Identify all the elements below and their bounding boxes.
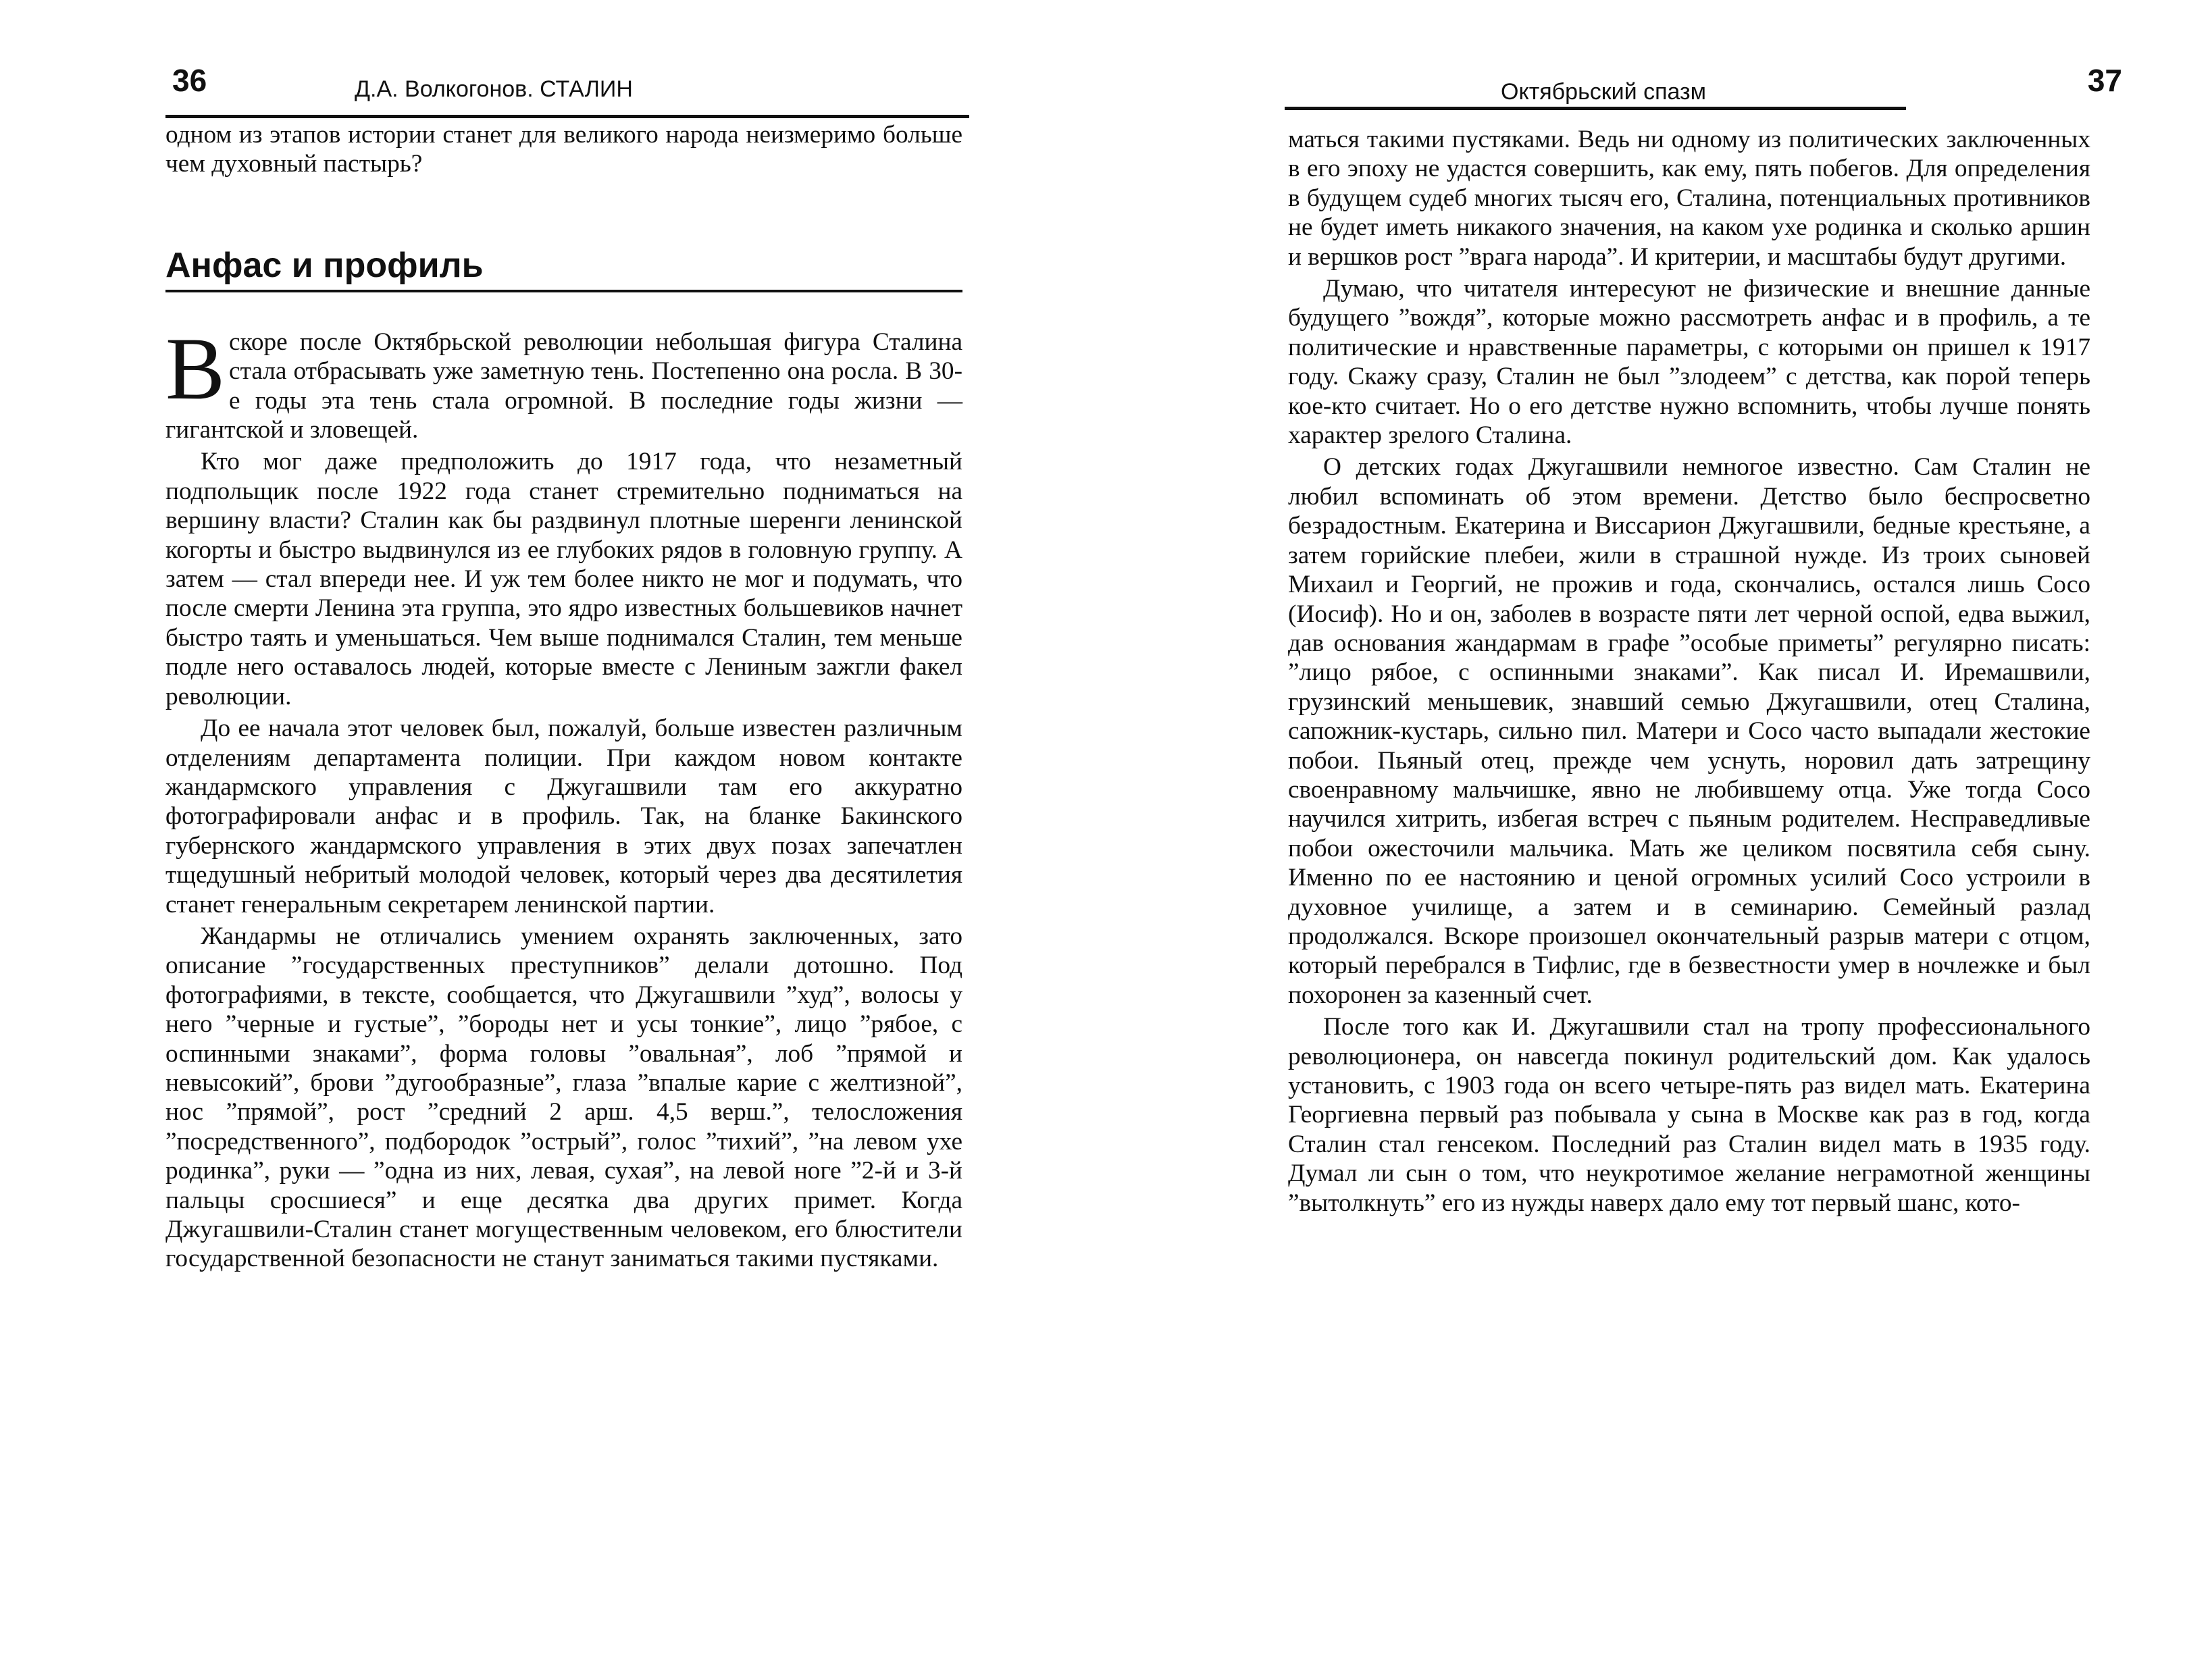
paragraph: Думаю, что читателя интересуют не физические и внешние данные будущего ”вождя”, которые можно рассмотреть анфас и в профиль, а те политические и нравственные параметры, с которыми он пришел к 1917 году. Скажу сразу, Сталин не был ”злодеем” с детства, как порой теперь кое-кто считает. Но о его детстве нужно вспомнить, чтобы лучше понять характер зрелого Сталина. [1288,275,2090,450]
running-title: Д.А. Волкогонов. СТАЛИН [355,76,633,102]
page-number: 37 [2087,63,2122,98]
paragraph: О детских годах Джугашвили немногое известно. Сам Сталин не любил вспоминать об этом времени. Детство было беспросветно безрадостным. Екатерина и Виссарион Джугашвили, бедные крестьяне, а затем горийские плебеи, жили в страшной нужде. Из троих сыновей Михаил и Георгий, не прожив и года, скончались, остался лишь Сосо (Иосиф). Но и он, заболев в возрасте пяти лет черной оспой, едва выжил, дав основания жандармам в графе ”особые приметы” регулярно писать: ”лицо рябое, с оспинными знаками”. Как писал И. Иремашвили, грузинский меньшевик, знавший семью Джугашвили, отец Сталина, сапожник-кустарь, сильно пил. Матери и Сосо часто выпадали жестокие побои. Пьяный отец, прежде чем уснуть, норовил дать затрещину своенравному мальчишке, явно не любившему отца. Уже тогда Сосо научился хитрить, избегая встреч с пьяным родителем. Несправедливые побои ожесточили мальчика. Мать же целиком посвятила себя сыну. Именно по ее настоянию и ценой огромных усилий Сосо устроили в духовное училище, а затем и в семинарию. Семейный разлад продолжался. Вскоре произошел окончательный разрыв матери с отцом, который перебрался в Тифлис, где в безвестности умер в ночлежке и был похоронен за казенный счет. [1288,453,2090,1009]
opening-paragraph-text: скоре после Октябрьской революции небольшая фигура Сталина стала отбрасывать уже заметную тень. Постепенно она росла. В 30-е годы эта тень стала огромной. В последние годы жизни — гигантской и зловещей. [165,328,962,444]
opening-paragraph [165,318,962,445]
paragraph: Жандармы не отличались умением охранять заключенных, зато описание ”государственных преступников” делали дотошно. Под фотографиями, в тексте, сообщается, что Джугашвили ”худ”, волосы у него ”черные и густые”, ”бороды нет и усы тонкие”, лицо ”рябое, с оспинными знаками”, форма головы ”овальная”, лоб ”прямой и невысокий”, брови ”дугообразные”, глаза ”впалые карие с желтизной”, нос ”прямой”, рост ”средний 2 арш. 4,5 верш.”, телосложения ”посредственного”, подбородок ”острый”, голос ”тихий”, ”на левом ухе родинка”, руки — ”одна из них, левая, сухая”, на левой ноге ”2-й и 3-й пальцы сросшиеся” и еще десятка два других примет. Когда Джугашвили-Сталин станет могущественным человеком, его блюстители государственной безопасности не станут заниматься такими пустяками. [165,922,962,1273]
drop-cap: В [165,318,226,418]
right-page [1106,0,2212,1662]
paragraph: одном из этапов истории станет для великого народа неизмеримо больше чем духовный пастырь? [165,121,962,178]
header-rule [1285,107,1906,110]
paragraph: Кто мог даже предположить до 1917 года, что незаметный подпольщик после 1922 года станет стремительно подниматься на вершину власти? Сталин как бы раздвинул плотные шеренги ленинской когорты и быстро выдвинулся из ее глубоких рядов в головную группу. А затем — стал впереди нее. И уж тем более никто не мог и подумать, что после смерти Ленина эта группа, это ядро известных большевиков начнет быстро таять и уменьшаться. Чем выше поднимался Сталин, тем меньше подле него оставалось людей, которые вместе с Лениным зажгли факел революции. [165,448,962,710]
left-text-column [165,120,962,1274]
paragraph: маться такими пустяками. Ведь ни одному из политических заключенных в его эпоху не удастся совершить, как ему, пять побегов. Для определения в будущем судеб многих тысяч его, Сталина, потенциальных противников не будет иметь никакого значения, на каком ухе родинка и сколько аршин и вершков рост ”врага народа”. И критерии, и масштабы будут другими. [1288,126,2090,271]
left-page-header [165,62,969,118]
paragraph: До ее начала этот человек был, пожалуй, больше известен различным отделениям департамента полиции. При каждом новом контакте жандармского управления с Джугашвили там его аккуратно фотографировали анфас и в профиль. Так, на бланке Бакинского губернского жандармского управления в этих двух позах запечатлен тщедушный небритый молодой человек, который через два десятилетия станет генеральным секретарем ленинской партии. [165,715,962,918]
paragraph: После того как И. Джугашвили стал на тропу профессионального революционера, он навсегда покинул родительский дом. Как удалось установить, с 1903 года он всего четыре-пять раз видел мать. Екатерина Георгиевна первый раз побывала у сына в Москве как раз в год, когда Сталин стал генсеком. Последний раз Сталин видел мать в 1935 году. Думал ли сын о том, что неукротимое желание неграмотной женщины ”вытолкнуть” его из нужды наверх дало ему тот первый шанс, кото- [1288,1013,2090,1217]
running-title: Октябрьский спазм [1501,79,1706,105]
page-number: 36 [172,63,207,98]
section-heading: Анфас и профиль [165,245,962,292]
right-text-column [1288,125,2090,1218]
